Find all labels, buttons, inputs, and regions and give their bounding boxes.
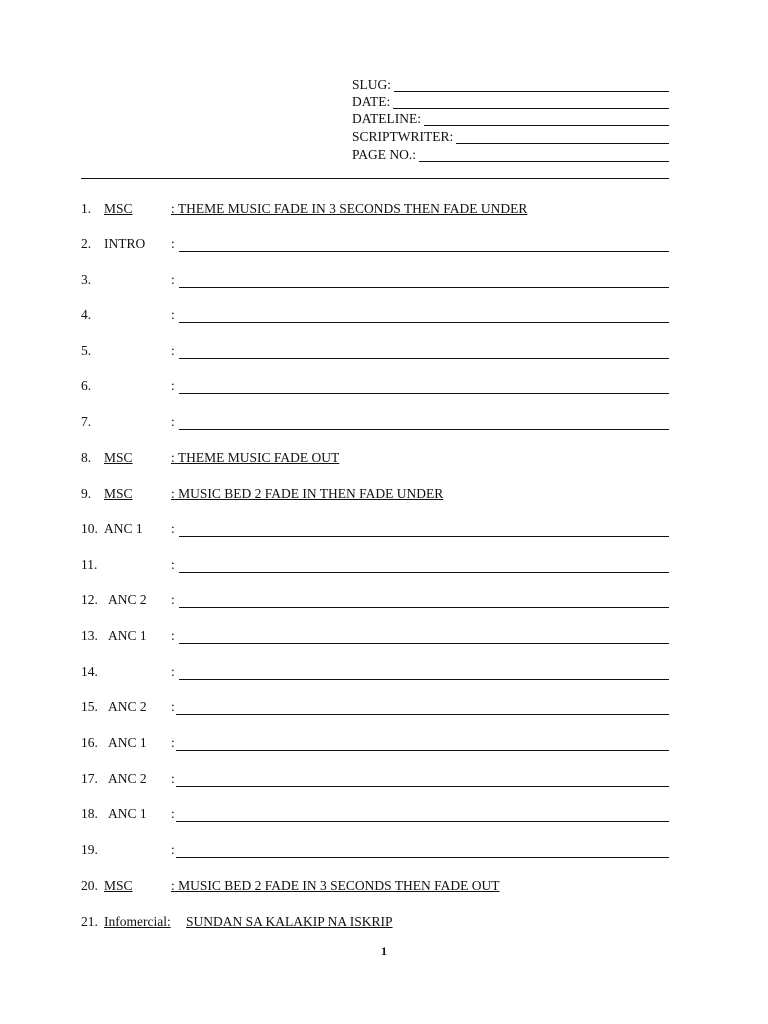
row-colon: : [171, 806, 175, 821]
row-code: ANC 2 [108, 592, 147, 607]
slug-blank-line[interactable] [394, 91, 669, 92]
script-row-12 [81, 590, 669, 608]
row-colon: : [171, 592, 175, 607]
row-number: 19. [81, 842, 98, 857]
row-cue: : MUSIC BED 2 FADE IN THEN FADE UNDER [171, 486, 444, 501]
row-number: 10. [81, 521, 98, 536]
row-number: 7. [81, 414, 92, 429]
row-colon: : [171, 842, 175, 857]
header-divider [81, 178, 669, 179]
row-number: 13. [81, 628, 98, 643]
row-code: ANC 1 [108, 628, 147, 643]
row-cue: : THEME MUSIC FADE OUT [171, 450, 340, 465]
script-row-1 [81, 199, 669, 217]
row-number: 2. [81, 236, 92, 251]
page-no-blank-line[interactable] [419, 161, 669, 162]
row-code: ANC 2 [108, 699, 147, 714]
row-blank-line[interactable] [176, 821, 669, 822]
row-colon: : [171, 557, 175, 572]
scriptwriter-blank-line[interactable] [456, 143, 669, 144]
script-row-2 [81, 234, 669, 252]
row-blank-line[interactable] [179, 429, 669, 430]
row-number: 8. [81, 450, 92, 465]
script-row-21 [81, 912, 669, 930]
row-colon: : [171, 378, 175, 393]
date-label: DATE: [352, 94, 391, 109]
row-number: 17. [81, 771, 98, 786]
row-number: 4. [81, 307, 92, 322]
script-row-20 [81, 876, 669, 894]
script-row-5 [81, 341, 669, 359]
row-colon: : [171, 307, 175, 322]
row-colon: : [171, 414, 175, 429]
row-number: 5. [81, 343, 92, 358]
slug-field [352, 76, 669, 92]
dateline-field [352, 110, 669, 126]
row-code: MSC [104, 486, 133, 501]
row-colon: : [171, 272, 175, 287]
script-row-18 [81, 804, 669, 822]
script-row-15 [81, 697, 669, 715]
row-blank-line[interactable] [176, 750, 669, 751]
row-blank-line[interactable] [179, 251, 669, 252]
row-code: ANC 1 [108, 735, 147, 750]
script-row-13 [81, 626, 669, 644]
row-blank-line[interactable] [179, 536, 669, 537]
row-number: 9. [81, 486, 92, 501]
slug-label: SLUG: [352, 77, 392, 92]
row-code: ANC 1 [108, 806, 147, 821]
row-colon: : [171, 771, 175, 786]
row-number: 11. [81, 557, 98, 572]
row-cue: SUNDAN SA KALAKIP NA ISKRIP [186, 914, 393, 929]
row-number: 12. [81, 592, 98, 607]
row-blank-line[interactable] [179, 322, 669, 323]
scriptwriter-field [352, 128, 669, 144]
row-blank-line[interactable] [179, 572, 669, 573]
page-number: 1 [381, 944, 387, 958]
row-blank-line[interactable] [176, 714, 669, 715]
row-blank-line[interactable] [179, 607, 669, 608]
row-blank-line[interactable] [179, 393, 669, 394]
row-code: INTRO [104, 236, 146, 251]
row-number: 16. [81, 735, 98, 750]
script-row-19 [81, 840, 669, 858]
row-code: Infomercial: [104, 914, 171, 929]
row-blank-line[interactable] [176, 857, 669, 858]
date-blank-line[interactable] [393, 108, 669, 109]
script-row-3 [81, 270, 669, 288]
page-no-label: PAGE NO.: [352, 147, 417, 162]
row-code: MSC [104, 450, 133, 465]
script-row-14 [81, 662, 669, 680]
row-number: 18. [81, 806, 98, 821]
row-code: MSC [104, 201, 133, 216]
script-row-4 [81, 305, 669, 323]
dateline-label: DATELINE: [352, 111, 421, 126]
row-cue: : THEME MUSIC FADE IN 3 SECONDS THEN FADE UNDER [171, 201, 528, 216]
script-row-17 [81, 769, 669, 787]
row-number: 21. [81, 914, 98, 929]
row-colon: : [171, 236, 175, 251]
row-code: ANC 1 [104, 521, 143, 536]
row-colon: : [171, 699, 175, 714]
row-code: MSC [104, 878, 133, 893]
row-blank-line[interactable] [179, 287, 669, 288]
row-colon: : [171, 343, 175, 358]
row-number: 15. [81, 699, 98, 714]
row-colon: : [171, 628, 175, 643]
scriptwriter-label: SCRIPTWRITER: [352, 129, 454, 144]
row-colon: : [171, 521, 175, 536]
row-colon: : [171, 664, 175, 679]
row-blank-line[interactable] [176, 786, 669, 787]
page-no-field [352, 146, 669, 162]
row-blank-line[interactable] [179, 679, 669, 680]
script-row-8 [81, 448, 669, 466]
script-row-6 [81, 376, 669, 394]
row-code: ANC 2 [108, 771, 147, 786]
row-blank-line[interactable] [179, 358, 669, 359]
row-number: 20. [81, 878, 98, 893]
script-row-11 [81, 555, 669, 573]
dateline-blank-line[interactable] [424, 125, 669, 126]
row-number: 1. [81, 201, 92, 216]
row-cue: : MUSIC BED 2 FADE IN 3 SECONDS THEN FADE OUT [171, 878, 500, 893]
script-row-10 [81, 519, 669, 537]
script-row-9 [81, 484, 669, 502]
row-number: 3. [81, 272, 92, 287]
script-row-16 [81, 733, 669, 751]
row-colon: : [171, 735, 175, 750]
row-blank-line[interactable] [179, 643, 669, 644]
script-row-7 [81, 412, 669, 430]
row-number: 6. [81, 378, 92, 393]
date-field [352, 93, 669, 109]
row-number: 14. [81, 664, 98, 679]
